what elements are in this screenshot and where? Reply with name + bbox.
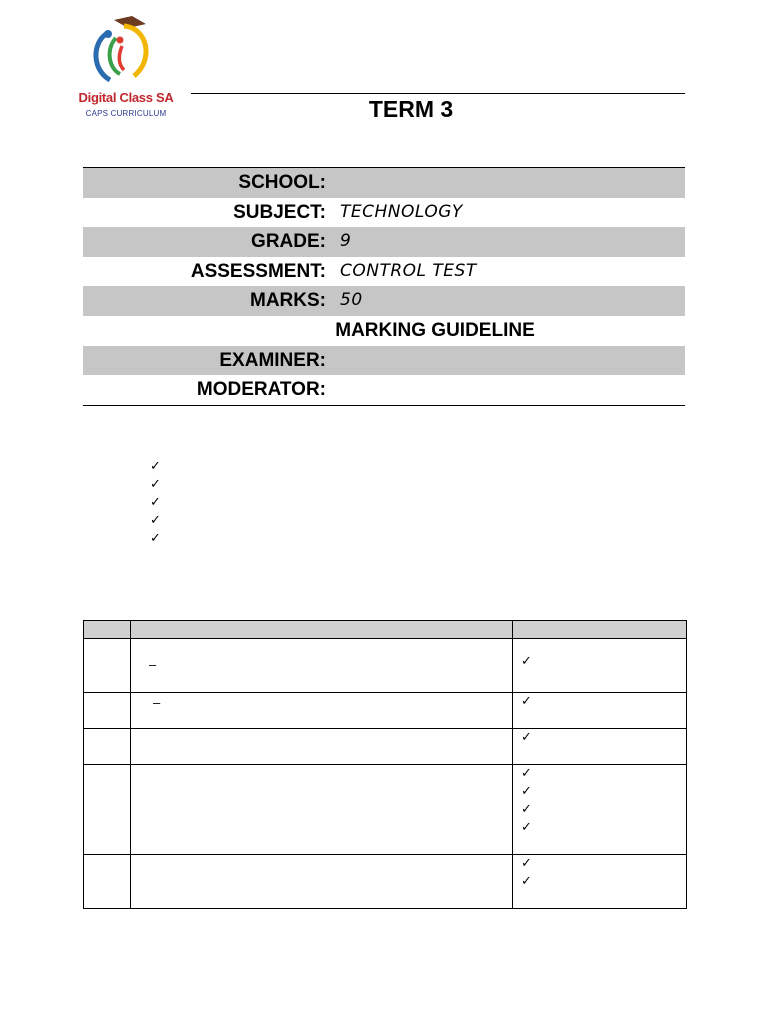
info-row-guideline xyxy=(83,316,685,346)
check-icon: ✓ xyxy=(521,784,532,799)
row-answer-cell xyxy=(131,855,513,909)
row-marks-cell xyxy=(513,765,687,855)
header-cell-answer xyxy=(131,621,513,639)
header-rule xyxy=(191,93,685,94)
check-icon: ✓ xyxy=(150,513,161,528)
marking-table xyxy=(83,620,687,909)
instruction-ticks xyxy=(150,458,161,548)
logo xyxy=(70,14,180,124)
row-answer-cell xyxy=(131,693,513,729)
row-number-cell xyxy=(84,729,131,765)
check-icon: ✓ xyxy=(521,802,532,817)
school-value xyxy=(334,168,685,198)
check-icon: ✓ xyxy=(521,856,532,871)
assessment-value: CONTROL TEST xyxy=(340,260,477,281)
grade-value: 9 xyxy=(334,227,685,257)
table-row xyxy=(84,639,687,693)
assessment-label: ASSESSMENT: xyxy=(190,260,326,282)
table-header-row xyxy=(84,621,687,639)
row-number-cell xyxy=(84,693,131,729)
row-marks-cell xyxy=(513,729,687,765)
check-icon: ✓ xyxy=(521,766,532,781)
check-icon: ✓ xyxy=(521,820,532,835)
marks-value: 50 xyxy=(334,286,685,316)
dash-mark: – xyxy=(149,657,157,672)
school-label: SCHOOL: xyxy=(83,168,334,198)
examiner-value xyxy=(334,346,685,376)
marking-guideline-title: MARKING GUIDELINE xyxy=(335,319,535,341)
info-row-moderator xyxy=(83,375,685,405)
row-number-cell xyxy=(84,855,131,909)
row-marks-cell xyxy=(513,693,687,729)
info-row-school xyxy=(83,168,685,198)
examiner-label: EXAMINER: xyxy=(83,346,334,376)
row-marks-cell xyxy=(513,855,687,909)
info-row-grade xyxy=(83,227,685,257)
marks-label: MARKS: xyxy=(83,286,334,316)
info-row-assessment xyxy=(83,257,685,287)
row-marks-cell xyxy=(513,639,687,693)
check-icon: ✓ xyxy=(150,477,161,492)
check-icon: ✓ xyxy=(521,874,532,889)
check-icon: ✓ xyxy=(521,654,532,669)
table-row xyxy=(84,765,687,855)
check-icon: ✓ xyxy=(150,495,161,510)
check-icon: ✓ xyxy=(150,531,161,546)
info-row-examiner xyxy=(83,346,685,376)
dash-mark: – xyxy=(153,695,161,710)
moderator-label: MODERATOR: xyxy=(196,379,326,401)
subject-value: TECHNOLOGY xyxy=(340,201,463,222)
info-row-marks xyxy=(83,286,685,316)
check-icon: ✓ xyxy=(521,730,532,745)
row-number-cell xyxy=(84,765,131,855)
row-number-cell xyxy=(84,639,131,693)
moderator-value xyxy=(334,375,685,405)
header-cell-number xyxy=(84,621,131,639)
grade-label: GRADE: xyxy=(83,227,334,257)
logo-subtitle: CAPS CURRICULUM xyxy=(85,109,167,118)
row-answer-cell xyxy=(131,639,513,693)
table-row xyxy=(84,729,687,765)
table-row xyxy=(84,693,687,729)
row-answer-cell xyxy=(131,729,513,765)
page-title: TERM 3 xyxy=(368,96,454,122)
check-icon: ✓ xyxy=(150,459,161,474)
logo-name: Digital Class SA xyxy=(78,90,174,105)
check-icon: ✓ xyxy=(521,694,532,709)
row-answer-cell xyxy=(131,765,513,855)
table-row xyxy=(84,855,687,909)
logo-mark-icon xyxy=(84,14,164,90)
info-row-subject xyxy=(83,198,685,228)
header-cell-marks xyxy=(513,621,687,639)
subject-label: SUBJECT: xyxy=(233,201,326,223)
info-table xyxy=(83,167,685,406)
